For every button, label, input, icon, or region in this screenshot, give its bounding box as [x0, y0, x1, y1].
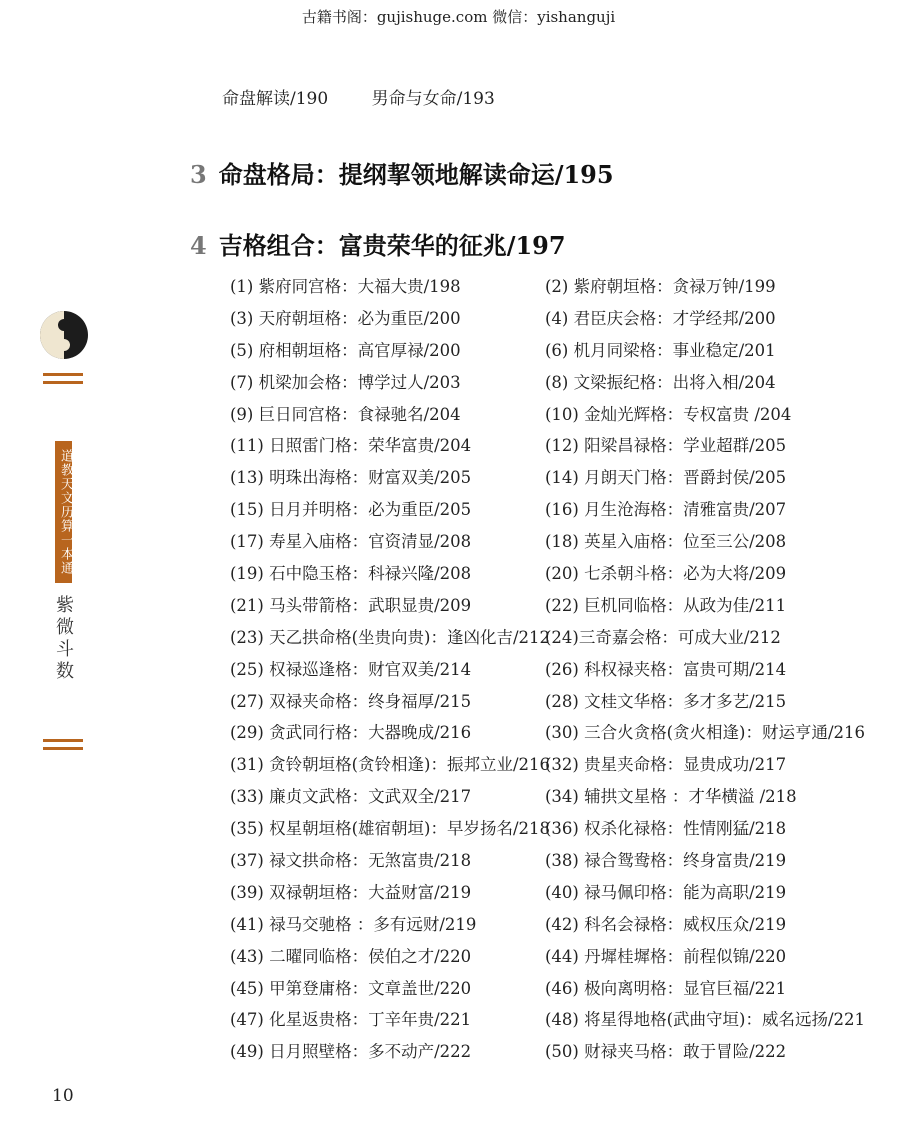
- toc-entry[interactable]: (26) 科权禄夹格：富贵可期/214: [545, 659, 787, 679]
- toc-entry[interactable]: (2) 紫府朝垣格：贪禄万钟/199: [545, 277, 776, 296]
- toc-row: [230, 335, 850, 367]
- toc-entry[interactable]: (7) 机梁加会格：博学过人/203: [230, 372, 461, 392]
- toc-entry[interactable]: (31) 贪铃朝垣格(贪铃相逢)：振邦立业/216: [230, 755, 551, 775]
- toc-entry[interactable]: (27) 双禄夹命格：终身福厚/215: [230, 691, 472, 711]
- toc-entry[interactable]: (38) 禄合鸳鸯格：终身富贵/219: [545, 851, 787, 871]
- toc-entry-list: [230, 271, 866, 1068]
- decorative-rule: [43, 747, 83, 750]
- toc-row: [230, 909, 850, 941]
- toc-entry[interactable]: (4) 君臣庆会格：才学经邦/200: [545, 308, 776, 328]
- toc-entry[interactable]: (28) 文桂文华格：多才多艺/215: [545, 691, 787, 711]
- toc-entry[interactable]: (40) 禄马佩印格：能为高职/219: [545, 882, 787, 902]
- book-title: 紫微斗数: [53, 595, 74, 683]
- toc-entry[interactable]: (10) 金灿光辉格：专权富贵 /204: [545, 404, 792, 424]
- toc-entry[interactable]: (1) 紫府同宫格：大福大贵/198: [230, 277, 461, 296]
- toc-row: [230, 1004, 866, 1036]
- toc-entry[interactable]: (36) 权杀化禄格：性情刚猛/218: [545, 819, 787, 839]
- toc-entry[interactable]: (43) 二曜同临格：侯伯之才/220: [230, 946, 472, 966]
- series-name: 道教天文历算一本通: [55, 441, 72, 583]
- toc-entry[interactable]: (45) 甲第登庸格：文章盖世/220: [230, 978, 472, 998]
- toc-entry[interactable]: (46) 极向离明格：显官巨福/221: [545, 978, 787, 998]
- prev-entries: [222, 84, 533, 109]
- chapter-number: 4: [190, 231, 207, 260]
- toc-entry[interactable]: (22) 巨机同临格：从政为佳/211: [545, 595, 787, 615]
- toc-entry[interactable]: (15) 日月并明格：必为重臣/205: [230, 500, 472, 520]
- toc-row: [230, 399, 850, 431]
- toc-entry[interactable]: (35) 权星朝垣格(雄宿朝垣)：早岁扬名/218: [230, 819, 551, 839]
- toc-row: [230, 845, 850, 877]
- chapter-title: 吉格组合：富贵荣华的征兆/197: [218, 231, 566, 260]
- toc-entry[interactable]: (48) 将星得地格(武曲守垣)：威名远扬/221: [545, 1010, 866, 1030]
- toc-row: [230, 590, 850, 622]
- toc-entry[interactable]: (11) 日照雷门格：荣华富贵/204: [230, 436, 472, 456]
- toc-entry[interactable]: (49) 日月照壁格：多不动产/222: [230, 1042, 472, 1062]
- toc-row: [230, 686, 850, 718]
- toc-entry[interactable]: (34) 辅拱文星格 ：才华横溢 /218: [545, 787, 797, 807]
- toc-row: [230, 430, 850, 462]
- toc-row: [230, 717, 866, 749]
- chapter-heading-3[interactable]: [190, 155, 614, 190]
- toc-row: [230, 622, 850, 654]
- toc-entry[interactable]: (6) 机月同梁格：事业稳定/201: [545, 340, 776, 360]
- page-header-watermark: 古籍书阁：gujishuge.com 微信：yishanguji: [301, 8, 616, 26]
- toc-entry[interactable]: (8) 文梁振纪格：出将入相/204: [545, 372, 776, 392]
- toc-entry[interactable]: (39) 双禄朝垣格：大益财富/219: [230, 882, 472, 902]
- toc-row: [230, 654, 850, 686]
- toc-row: [230, 813, 850, 845]
- chapter-heading-4[interactable]: [190, 226, 566, 261]
- toc-row: [230, 941, 850, 973]
- toc-entry[interactable]: (33) 廉贞文武格：文武双全/217: [230, 787, 472, 807]
- toc-entry[interactable]: 命盘解读/190: [222, 89, 329, 109]
- toc-entry[interactable]: (30) 三合火贪格(贪火相逢)：财运亨通/216: [545, 723, 866, 743]
- chapter-title: 命盘格局：提纲挈领地解读命运/195: [218, 160, 614, 189]
- chapter-number: 3: [190, 160, 207, 189]
- toc-row: [230, 494, 850, 526]
- taiji-emblem-icon: [40, 311, 88, 359]
- decorative-rule: [43, 739, 83, 742]
- toc-row: [230, 1036, 850, 1068]
- toc-entry[interactable]: (47) 化星返贵格：丁辛年贵/221: [230, 1010, 472, 1030]
- toc-row: [230, 558, 850, 590]
- toc-row: [230, 781, 850, 813]
- toc-entry[interactable]: (25) 权禄巡逢格：财官双美/214: [230, 659, 472, 679]
- toc-row: [230, 462, 850, 494]
- toc-entry[interactable]: 男命与女命/193: [371, 89, 495, 109]
- toc-entry[interactable]: (17) 寿星入庙格：官资清显/208: [230, 532, 472, 552]
- toc-row: [230, 877, 850, 909]
- toc-row: [230, 749, 850, 781]
- toc-entry[interactable]: (29) 贪武同行格：大器晚成/216: [230, 723, 472, 743]
- toc-entry[interactable]: (18) 英星入庙格：位至三公/208: [545, 532, 787, 552]
- toc-entry[interactable]: (9) 巨日同宫格：食禄驰名/204: [230, 404, 461, 424]
- toc-entry[interactable]: (44) 丹墀桂墀格：前程似锦/220: [545, 946, 787, 966]
- toc-entry[interactable]: (14) 月朗天门格：晋爵封侯/205: [545, 468, 787, 488]
- toc-entry[interactable]: (12) 阳梁昌禄格：学业超群/205: [545, 436, 787, 456]
- toc-entry[interactable]: (32) 贵星夹命格：显贵成功/217: [545, 755, 787, 775]
- toc-row: [230, 271, 850, 303]
- toc-entry[interactable]: (3) 天府朝垣格：必为重臣/200: [230, 308, 461, 328]
- toc-entry[interactable]: (37) 禄文拱命格：无煞富贵/218: [230, 851, 472, 871]
- toc-row: [230, 526, 850, 558]
- toc-entry[interactable]: (23) 天乙拱命格(坐贵向贵)：逢凶化吉/212: [230, 627, 551, 647]
- toc-entry[interactable]: (50) 财禄夹马格：敢于冒险/222: [545, 1042, 787, 1062]
- page-number: 10: [52, 1086, 74, 1106]
- toc-entry[interactable]: (13) 明珠出海格：财富双美/205: [230, 468, 472, 488]
- toc-entry[interactable]: (42) 科名会禄格：威权压众/219: [545, 914, 787, 934]
- toc-entry[interactable]: (24)三奇嘉会格：可成大业/212: [545, 627, 781, 647]
- toc-entry[interactable]: (41) 禄马交驰格 ：多有远财/219: [230, 914, 477, 934]
- toc-row: [230, 973, 850, 1005]
- decorative-rule: [43, 373, 83, 376]
- toc-entry[interactable]: (16) 月生沧海格：清雅富贵/207: [545, 500, 787, 520]
- toc-entry[interactable]: (5) 府相朝垣格：高官厚禄/200: [230, 340, 461, 360]
- toc-row: [230, 303, 850, 335]
- toc-entry[interactable]: (21) 马头带箭格：武职显贵/209: [230, 595, 472, 615]
- decorative-rule: [43, 381, 83, 384]
- toc-entry[interactable]: (19) 石中隐玉格：科禄兴隆/208: [230, 564, 472, 584]
- toc-entry[interactable]: (20) 七杀朝斗格：必为大将/209: [545, 564, 787, 584]
- toc-row: [230, 367, 850, 399]
